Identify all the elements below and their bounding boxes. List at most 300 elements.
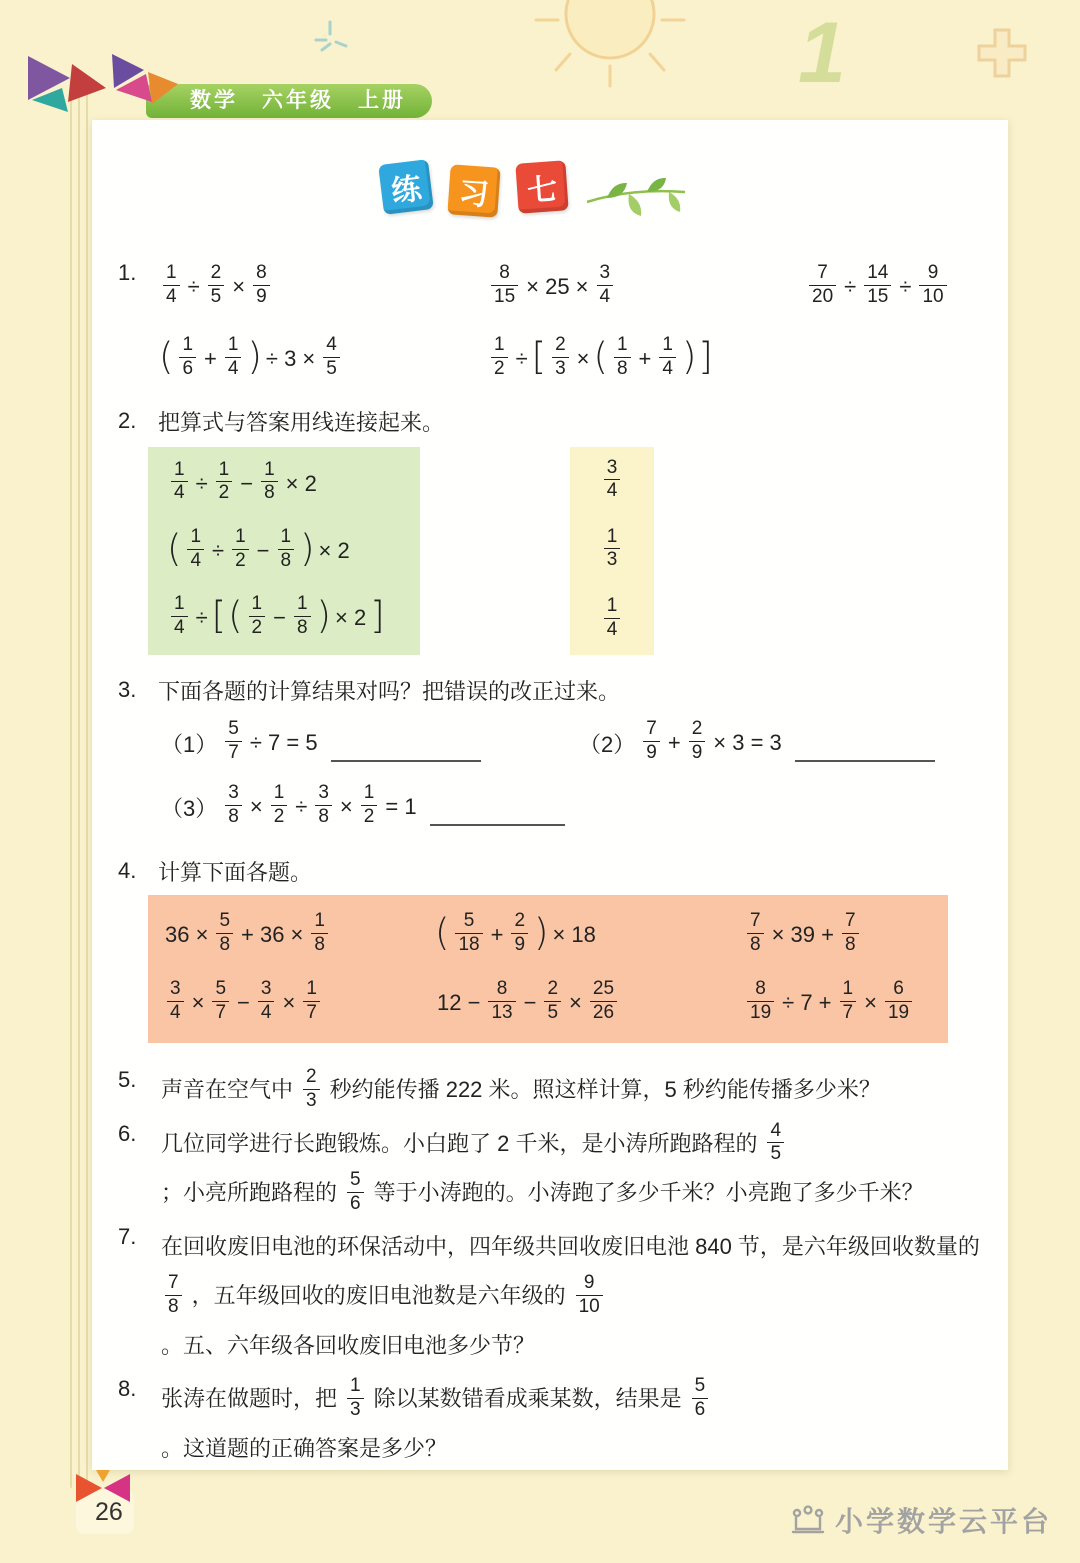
operator: − [240, 470, 254, 496]
operator: ；小亮所跑路程的 [161, 1180, 338, 1205]
problem-number: 3. [118, 677, 137, 702]
denominator: 9 [643, 741, 660, 764]
operator: 12 − [437, 990, 481, 1015]
fraction [767, 1120, 784, 1166]
fraction [614, 334, 631, 380]
numerator: 1 [166, 262, 177, 284]
operator: ÷ [187, 274, 200, 299]
numerator: 1 [174, 459, 185, 480]
expression [162, 907, 434, 963]
numerator: 25 [592, 978, 615, 1000]
problem-6-text [158, 1119, 927, 1214]
numerator: 2 [555, 334, 566, 356]
big-paren: [ [531, 335, 547, 379]
denominator: 3 [604, 548, 621, 571]
fraction [225, 334, 242, 380]
tangram-logo-icon [16, 42, 180, 120]
big-paren: ) [247, 335, 262, 379]
denominator: 4 [659, 357, 676, 380]
expression [742, 907, 934, 963]
expression [434, 975, 742, 1031]
operator: − [256, 538, 270, 563]
denominator: 13 [488, 1001, 515, 1024]
numerator: 3 [606, 456, 618, 478]
fraction [491, 334, 508, 380]
fraction [294, 593, 311, 639]
denominator: 5 [208, 285, 225, 308]
numerator: 6 [893, 978, 904, 1000]
expression [166, 461, 402, 507]
denominator: 8 [278, 549, 295, 572]
fraction [544, 978, 561, 1024]
operator: 张涛在做题时，把 [161, 1386, 338, 1411]
denominator: 7 [212, 1001, 229, 1024]
fraction [163, 262, 180, 308]
problem-8-text [158, 1375, 715, 1461]
fraction [303, 978, 320, 1024]
operator: ÷ 7 + [782, 990, 832, 1015]
operator: ÷ [515, 346, 528, 371]
denominator: 4 [597, 285, 614, 308]
watermark-text: 小学数学云平台 [834, 1506, 1052, 1537]
numerator: 9 [583, 1272, 595, 1294]
page-number: 26 [95, 1498, 123, 1526]
big-paren: ] [370, 594, 385, 638]
numerator: 2 [306, 1066, 317, 1088]
numerator: 14 [867, 262, 889, 284]
denominator: 2 [491, 357, 508, 380]
operator: + [490, 922, 504, 947]
denominator: 4 [604, 479, 621, 502]
expression [434, 907, 742, 963]
numerator: 7 [750, 910, 761, 932]
numerator: 1 [296, 593, 308, 615]
operator: 声音在空气中 [161, 1077, 294, 1102]
header-banner [146, 84, 432, 118]
fraction [576, 1272, 603, 1318]
denominator: 8 [294, 616, 311, 639]
operator: + [204, 346, 217, 371]
denominator: 7 [840, 1001, 857, 1024]
numerator: 1 [264, 459, 275, 480]
numerator: 1 [606, 526, 618, 548]
numerator: 3 [318, 782, 329, 804]
fraction [747, 910, 764, 956]
fraction [885, 978, 912, 1024]
numerator: 1 [218, 459, 230, 480]
page-edge [78, 90, 80, 1486]
fraction [315, 782, 332, 828]
problem-3-prompt: 下面各题的计算结果对吗？把错误的改正过来。 [158, 679, 621, 704]
problem-6 [118, 1119, 952, 1218]
plus-doodle-icon [975, 26, 1029, 80]
denominator: 8 [842, 933, 859, 956]
denominator: 5 [544, 1001, 561, 1024]
answers-box [570, 447, 654, 655]
numerator: 1 [280, 526, 292, 548]
operator: ÷ 3 × [265, 346, 316, 371]
numerator: 2 [514, 910, 526, 932]
numerator: 5 [215, 978, 227, 1000]
operator: 36 × [165, 922, 209, 947]
answer-blank [430, 800, 565, 826]
numerator: 1 [314, 910, 325, 932]
operator: × 25 × [526, 274, 589, 299]
problem-number: 1. [118, 260, 137, 285]
problem-number: 7. [118, 1223, 137, 1249]
problem-7-text [158, 1234, 983, 1358]
banner-title: 数学 六年级 上册 [190, 89, 406, 112]
operator: ÷ [212, 538, 225, 563]
denominator: 15 [864, 285, 891, 308]
problem-2 [118, 406, 952, 655]
numerator: 5 [694, 1375, 706, 1397]
operator: 。这道题的正确答案是多少？ [161, 1435, 448, 1461]
fraction [179, 334, 196, 380]
fraction [303, 1066, 320, 1112]
fraction [488, 978, 515, 1024]
calculation-box [148, 895, 948, 1043]
operator: 在回收废旧电池的环保活动中，四年级共回收废旧电池 840 节，是六年级回收数量的 [161, 1233, 980, 1259]
operator: × [569, 990, 582, 1015]
big-paren: [ [211, 594, 227, 638]
numerator: 8 [755, 978, 766, 1000]
fraction [511, 910, 528, 956]
operator: ÷ [195, 605, 208, 631]
operator: × [339, 794, 353, 819]
big-paren: ( [593, 335, 608, 379]
operator: ÷ [295, 794, 308, 819]
numerator: 1 [174, 593, 185, 615]
problem-4-prompt: 计算下面各题。 [158, 860, 313, 885]
problem-4 [118, 856, 952, 1043]
operator: × 2 [318, 538, 350, 563]
fraction [361, 782, 378, 828]
numerator: 1 [306, 978, 317, 1000]
big-paren: ) [316, 594, 331, 638]
operator: × 3 = 3 [713, 730, 782, 755]
denominator: 3 [347, 1398, 364, 1421]
numerator: 7 [646, 718, 657, 740]
numerator: 5 [219, 910, 231, 932]
operator: 除以某数错看成乘某数，结果是 [373, 1386, 682, 1411]
answer-fraction [599, 528, 626, 574]
fraction [171, 459, 188, 505]
numerator: 7 [844, 910, 856, 932]
problem-3-row-2 [158, 778, 952, 836]
operator: 几位同学进行长跑锻炼。小白跑了 2 千米，是小涛所跑路程的 [161, 1130, 758, 1156]
fraction [171, 593, 188, 639]
numerator: 7 [168, 1272, 179, 1294]
problem-2-prompt: 把算式与答案用线连接起来。 [158, 410, 445, 435]
numerator: 8 [256, 262, 267, 284]
denominator: 3 [552, 357, 569, 380]
operator: ÷ [195, 470, 208, 496]
fraction [692, 1375, 709, 1421]
operator: × 2 [334, 605, 367, 631]
numerator: 8 [496, 978, 508, 1000]
fraction [864, 262, 891, 308]
denominator: 4 [171, 616, 188, 639]
operator: − [273, 605, 286, 631]
denominator: 6 [347, 1192, 364, 1215]
big-paren: ( [159, 335, 174, 379]
page-edge [86, 86, 88, 1484]
fraction [347, 1375, 364, 1421]
fraction [747, 978, 774, 1024]
problem-5-text [158, 1066, 884, 1111]
expression [486, 264, 804, 310]
operator: × [282, 990, 296, 1015]
operator: × [191, 990, 205, 1015]
denominator: 19 [747, 1001, 774, 1024]
problem-number: 6. [118, 1120, 137, 1146]
castle-icon [790, 1505, 826, 1535]
fraction [597, 262, 614, 308]
expression [166, 595, 402, 641]
denominator: 6 [692, 1398, 709, 1421]
fraction [347, 1169, 364, 1215]
numerator: 3 [599, 262, 611, 284]
denominator: 4 [163, 285, 180, 308]
page-content [92, 120, 1008, 1470]
operator: = 1 [385, 794, 417, 819]
fraction [208, 262, 225, 308]
denominator: 2 [361, 805, 378, 828]
expression [486, 336, 804, 382]
problem-number: 2. [118, 408, 137, 433]
operator: × 2 [285, 470, 317, 496]
numerator: 1 [494, 334, 505, 356]
fraction [491, 262, 518, 308]
fraction [216, 459, 233, 505]
denominator: 7 [303, 1001, 320, 1024]
denominator: 4 [258, 1001, 275, 1024]
big-paren: ) [300, 527, 315, 571]
page-edge [70, 96, 72, 1488]
fraction [604, 595, 621, 641]
big-paren: ) [681, 335, 697, 379]
operator: 。五、六年级各回收废旧电池多少节？ [161, 1332, 536, 1358]
numerator: 1 [363, 782, 375, 804]
expression [158, 784, 569, 830]
operator: × 39 + [771, 922, 834, 947]
numerator: 1 [235, 526, 246, 548]
answer-fraction [599, 597, 626, 643]
fraction [659, 334, 676, 380]
numerator: 1 [616, 334, 628, 356]
expression [742, 975, 934, 1031]
fraction [249, 593, 266, 639]
expression [162, 975, 434, 1031]
answer-blank [331, 736, 481, 762]
fraction [271, 782, 288, 828]
fraction [604, 457, 621, 503]
denominator: 6 [179, 357, 196, 380]
fraction [311, 910, 328, 956]
expression [158, 720, 576, 766]
fraction [552, 334, 569, 380]
fraction [165, 1272, 182, 1318]
numerator: 5 [463, 910, 475, 932]
operator: ÷ 7 = 5 [249, 730, 318, 755]
fraction [604, 526, 621, 572]
fraction [842, 910, 859, 956]
numerator: 1 [842, 978, 854, 1000]
big-paren: ( [167, 527, 182, 571]
denominator: 7 [225, 741, 242, 764]
problem-7 [118, 1222, 980, 1371]
expression [158, 336, 486, 382]
numerator: 1 [190, 526, 202, 548]
denominator: 2 [216, 481, 233, 504]
denominator: 2 [249, 616, 266, 639]
one-doodle: 1 [798, 5, 846, 101]
answer-fraction [599, 456, 626, 505]
big-paren: ] [698, 335, 713, 379]
operator: 秒约能传播 222 米。照这样计算，5 秒约能传播多少米？ [329, 1077, 881, 1102]
numerator: 2 [691, 718, 703, 740]
numerator: 2 [547, 978, 559, 1000]
operator: × [576, 346, 590, 371]
fraction [167, 978, 184, 1024]
denominator: 26 [590, 1001, 617, 1024]
fraction [590, 978, 617, 1024]
title-tile-lian: 练 [378, 159, 434, 215]
denominator: 9 [689, 741, 706, 764]
operator: − [237, 990, 250, 1015]
denominator: 8 [216, 933, 233, 956]
fraction [253, 262, 270, 308]
denominator: 3 [303, 1089, 320, 1112]
expressions-box [148, 447, 420, 655]
fraction [216, 910, 233, 956]
denominator: 4 [171, 481, 188, 504]
problem-3 [118, 675, 952, 836]
operator: × 18 [552, 922, 596, 947]
operator: − [523, 990, 537, 1015]
fraction [919, 262, 946, 308]
watermark [790, 1500, 1052, 1540]
fraction [212, 978, 229, 1024]
leaf-branch-icon [585, 168, 689, 226]
big-paren: ( [435, 911, 450, 955]
numerator: 1 [606, 595, 618, 617]
fraction [643, 718, 660, 764]
numerator: 3 [170, 978, 181, 1000]
denominator: 2 [271, 805, 288, 828]
numerator: 1 [182, 334, 194, 356]
denominator: 19 [885, 1001, 912, 1024]
problem-1-row-2 [158, 330, 952, 388]
denominator: 8 [614, 357, 631, 380]
denominator: 20 [809, 285, 836, 308]
fraction [840, 978, 857, 1024]
fraction [258, 978, 275, 1024]
answer-blank [795, 736, 935, 762]
operator: × [249, 794, 263, 819]
denominator: 8 [315, 805, 332, 828]
problem-number: 5. [118, 1067, 137, 1092]
numerator: 8 [499, 262, 510, 284]
operator: 等于小涛跑的。小涛跑了多少千米？小亮跑了多少千米？ [373, 1180, 924, 1205]
fraction [232, 526, 249, 572]
denominator: 8 [747, 933, 764, 956]
fraction [261, 459, 278, 505]
problem-5 [118, 1065, 952, 1115]
denominator: 8 [225, 805, 242, 828]
numerator: 1 [227, 334, 239, 356]
denominator: 8 [311, 933, 328, 956]
fraction [689, 718, 706, 764]
operator: （3） [161, 795, 218, 821]
denominator: 5 [323, 357, 340, 380]
denominator: 9 [511, 933, 528, 956]
numerator: 1 [273, 782, 285, 804]
numerator: 1 [350, 1375, 361, 1397]
denominator: 2 [232, 549, 249, 572]
numerator: 5 [350, 1169, 361, 1191]
fraction [278, 526, 295, 572]
exercise-title [118, 120, 952, 226]
denominator: 8 [261, 481, 278, 504]
operator: + [667, 730, 681, 755]
matching-area [148, 447, 952, 655]
denominator: 4 [225, 357, 242, 380]
operator: ÷ [844, 274, 857, 299]
operator: （1） [161, 731, 218, 757]
expression [804, 264, 952, 310]
expression [166, 528, 402, 574]
numerator: 4 [326, 334, 337, 356]
denominator: 18 [455, 933, 482, 956]
denominator: 10 [576, 1295, 603, 1318]
numerator: 4 [770, 1119, 782, 1141]
numerator: 3 [260, 978, 272, 1000]
numerator: 7 [817, 262, 828, 284]
big-paren: ) [534, 911, 549, 955]
operator: ，五年级回收的废旧电池数是六年级的 [191, 1283, 566, 1308]
problem-1 [118, 258, 952, 388]
operator: + [638, 346, 652, 371]
operator: + 36 × [241, 922, 304, 947]
fraction [187, 526, 204, 572]
fraction [323, 334, 340, 380]
expression [576, 720, 952, 766]
operator: （2） [579, 731, 636, 757]
denominator: 8 [165, 1295, 182, 1318]
numerator: 5 [228, 718, 239, 740]
numerator: 9 [927, 262, 939, 284]
denominator: 4 [167, 1001, 184, 1024]
fraction [225, 782, 242, 828]
denominator: 10 [919, 285, 946, 308]
denominator: 5 [767, 1142, 784, 1165]
expression [158, 264, 486, 310]
fraction [455, 910, 482, 956]
sparkle-doodle-icon [308, 18, 352, 58]
problem-1-row-1 [158, 258, 952, 316]
denominator: 9 [253, 285, 270, 308]
sun-doodle-icon [500, 0, 720, 98]
title-tile-xi: 习 [447, 164, 500, 217]
numerator: 2 [210, 262, 222, 284]
denominator: 15 [491, 285, 518, 308]
numerator: 1 [662, 334, 673, 356]
operator: ÷ [899, 274, 912, 299]
fraction [809, 262, 836, 308]
big-paren: ( [228, 594, 243, 638]
